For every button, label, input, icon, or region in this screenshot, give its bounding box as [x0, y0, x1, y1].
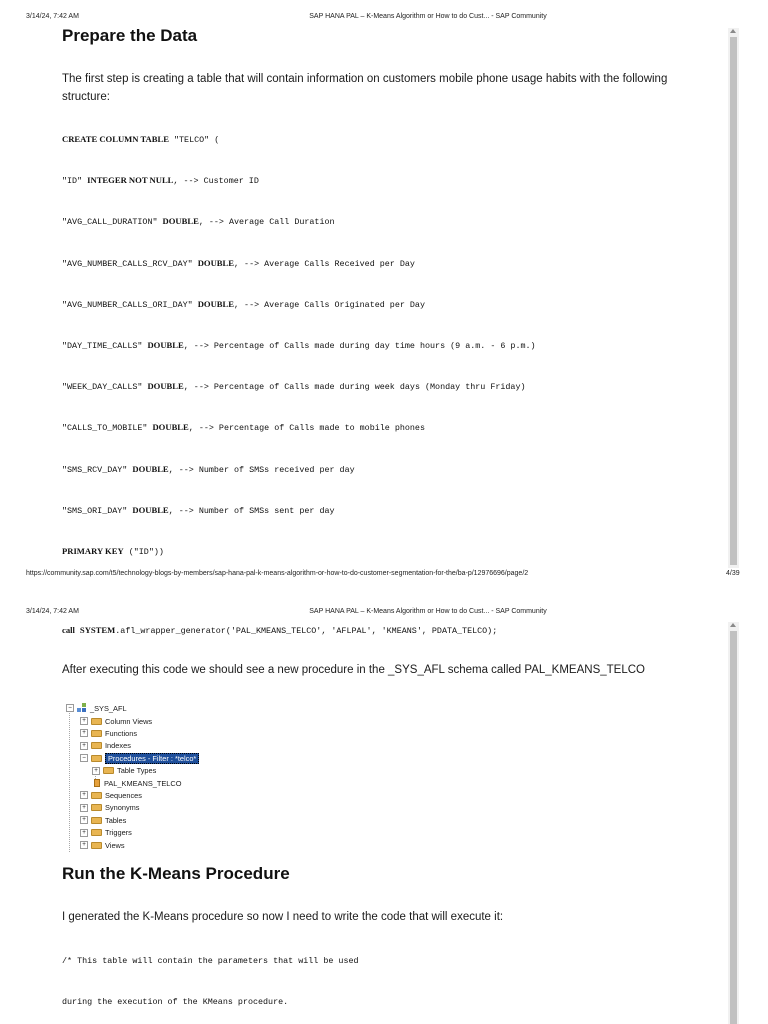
tree-item[interactable] [80, 839, 125, 851]
folder-icon [91, 792, 102, 799]
page-header [0, 608, 768, 618]
schema-tree-screenshot [66, 702, 286, 852]
page-header [0, 13, 768, 23]
code-text: , --> Average Calls Originated per Day [234, 300, 425, 310]
print-page-title: SAP HANA PAL – K-Means Algorithm or How to do Cust... - SAP Community [309, 13, 547, 20]
code-line [62, 340, 536, 351]
code-text: "TELCO" ( [168, 135, 220, 145]
code-text: , --> Percentage of Calls made to mobile phones [188, 423, 425, 433]
tree-item[interactable] [92, 765, 156, 777]
scrollbar[interactable] [728, 622, 739, 1024]
code-keyword: DOUBLE [197, 258, 234, 268]
print-page-title: SAP HANA PAL – K-Means Algorithm or How to do Cust... - SAP Community [309, 608, 547, 615]
code-text: "AVG_CALL_DURATION" [62, 217, 163, 227]
code-text: "DAY_TIME_CALLS" [62, 341, 148, 351]
code-line [62, 258, 415, 269]
folder-icon [91, 842, 102, 849]
tree-item-label: Tables [105, 815, 127, 825]
tree-item-label: Procedures - Filter : *telco* [105, 753, 199, 764]
folder-icon [91, 817, 102, 824]
scroll-thumb[interactable] [730, 37, 737, 565]
code-keyword: DOUBLE [152, 422, 189, 432]
code-keyword: call [62, 625, 75, 635]
code-text: , --> Customer ID [173, 176, 259, 186]
tree-root-sys-afl[interactable] [66, 702, 127, 714]
folder-icon [91, 718, 102, 725]
code-keyword: PRIMARY KEY [62, 546, 124, 556]
code-text: "AVG_NUMBER_CALLS_RCV_DAY" [62, 259, 198, 269]
section-heading-prepare-data: Prepare the Data [62, 26, 198, 45]
code-text: , --> Percentage of Calls made during day time hours (9 a.m. - 6 p.m.) [183, 341, 536, 351]
schema-icon [77, 703, 87, 713]
page-footer [0, 570, 768, 580]
code-text: , --> Average Calls Received per Day [234, 259, 415, 269]
section-heading-run-kmeans: Run the K-Means Procedure [62, 864, 290, 883]
code-text: "CALLS_TO_MOBILE" [62, 423, 153, 433]
tree-item-label: Views [105, 840, 125, 850]
code-text: , --> Percentage of Calls made during week days (Monday thru Friday) [183, 382, 526, 392]
tree-item[interactable] [80, 789, 142, 801]
code-text: , --> Number of SMSs sent per day [168, 506, 335, 516]
tree-item[interactable] [80, 740, 131, 752]
code-keyword: DOUBLE [132, 505, 169, 515]
expand-icon[interactable]: + [80, 841, 88, 849]
tree-item-label: Table Types [117, 766, 157, 776]
code-comment-line: /* This table will contain the parameters that will be used [62, 956, 359, 966]
expand-icon[interactable]: + [80, 729, 88, 737]
code-line [62, 464, 355, 475]
tree-item[interactable] [80, 715, 152, 727]
scroll-up-arrow-icon[interactable] [730, 623, 736, 627]
code-text: "WEEK_DAY_CALLS" [62, 382, 148, 392]
tree-item[interactable] [92, 777, 182, 789]
collapse-icon[interactable]: − [66, 704, 74, 712]
tree-item[interactable] [80, 827, 132, 839]
tree-root-label: _SYS_AFL [90, 703, 127, 713]
print-url: https://community.sap.com/t5/technology-blogs-by-members/sap-hana-pal-k-means-algorithm-or-how-to-do-customer-segmentation-for-the/ba-p/12976696/page/2 [26, 570, 529, 577]
intro-paragraph: The first step is creating a table that will contain information on customers mobile phone usage habits with the following structure: [62, 73, 668, 103]
code-line-call-wrapper [62, 625, 497, 636]
folder-icon [103, 767, 114, 774]
scrollbar[interactable] [728, 28, 739, 568]
procedure-icon [94, 779, 100, 787]
expand-icon[interactable]: + [80, 816, 88, 824]
folder-icon [91, 742, 102, 749]
code-text: , --> Average Call Duration [198, 217, 335, 227]
code-text: "SMS_RCV_DAY" [62, 465, 133, 475]
folder-icon [91, 804, 102, 811]
expand-icon[interactable]: + [80, 804, 88, 812]
code-keyword: DOUBLE [147, 381, 184, 391]
print-page-number: 4/39 [726, 570, 740, 577]
tree-item[interactable] [80, 814, 126, 826]
collapse-icon[interactable]: − [80, 754, 88, 762]
code-keyword: INTEGER NOT NULL [87, 175, 174, 185]
tree-item[interactable] [80, 727, 137, 739]
tree-item[interactable] [80, 802, 140, 814]
expand-icon[interactable]: + [80, 742, 88, 750]
run-paragraph: I generated the K-Means procedure so now I need to write the code that will execute it: [62, 911, 504, 923]
tree-item[interactable] [80, 752, 199, 764]
tree-item-label: Column Views [105, 716, 153, 726]
code-text: , --> Number of SMSs received per day [168, 465, 355, 475]
folder-icon [91, 829, 102, 836]
code-keyword: DOUBLE [132, 464, 169, 474]
folder-icon [91, 730, 102, 737]
code-text: "AVG_NUMBER_CALLS_ORI_DAY" [62, 300, 198, 310]
tree-item-label: Triggers [105, 828, 132, 838]
code-line [62, 422, 425, 433]
code-line [62, 175, 259, 186]
folder-icon [91, 755, 102, 762]
scroll-up-arrow-icon[interactable] [730, 29, 736, 33]
code-keyword: SYSTEM [79, 625, 116, 635]
tree-item-label: PAL_KMEANS_TELCO [104, 778, 182, 788]
expand-icon[interactable]: + [92, 767, 100, 775]
code-line [62, 505, 335, 516]
code-keyword: DOUBLE [147, 340, 184, 350]
tree-item-label: Functions [105, 728, 138, 738]
expand-icon[interactable]: + [80, 791, 88, 799]
tree-item-label: Sequences [105, 790, 142, 800]
print-datetime: 3/14/24, 7:42 AM [26, 608, 79, 615]
code-text: "ID" [62, 176, 88, 186]
code-keyword: DOUBLE [162, 216, 199, 226]
print-datetime: 3/14/24, 7:42 AM [26, 13, 79, 20]
code-text: "SMS_ORI_DAY" [62, 506, 133, 516]
code-keyword: CREATE COLUMN TABLE [62, 134, 169, 144]
code-line [62, 381, 526, 392]
code-line [62, 546, 164, 557]
tree-item-label: Indexes [105, 741, 131, 751]
code-line [62, 216, 335, 227]
scroll-thumb[interactable] [730, 631, 737, 1024]
code-line [62, 134, 219, 145]
tree-guide-line [69, 710, 70, 852]
expand-icon[interactable]: + [80, 829, 88, 837]
code-text: .afl_wrapper_generator('PAL_KMEANS_TELCO', 'AFLPAL', 'KMEANS', PDATA_TELCO); [115, 626, 498, 636]
code-comment-line: during the execution of the KMeans procedure. [62, 997, 289, 1007]
tree-item-label: Synonyms [105, 803, 140, 813]
code-text: ("ID")) [123, 547, 164, 557]
expand-icon[interactable]: + [80, 717, 88, 725]
after-execution-paragraph: After executing this code we should see a new procedure in the _SYS_AFL schema called PAL_KMEANS_TELCO [62, 664, 645, 676]
code-keyword: DOUBLE [197, 299, 234, 309]
code-line [62, 299, 425, 310]
